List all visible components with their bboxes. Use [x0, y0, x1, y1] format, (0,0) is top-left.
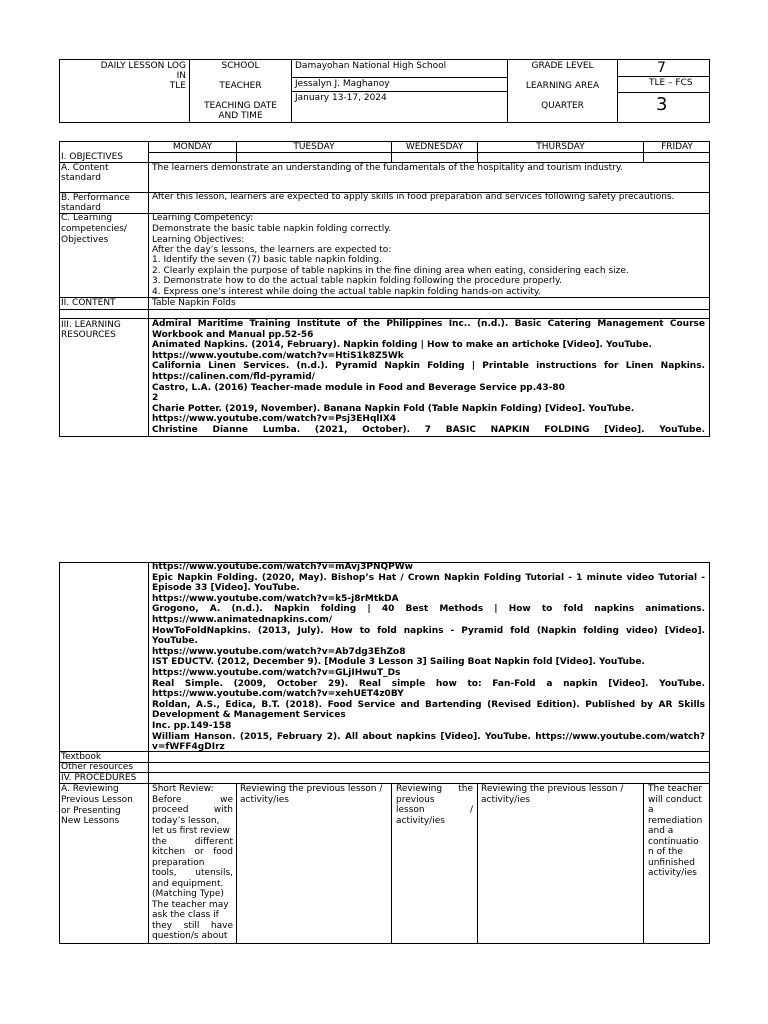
- log-title-line: TLE: [169, 81, 186, 91]
- learning-area-value: TLE – FCS: [649, 78, 693, 88]
- friday-line: continuatio: [648, 836, 699, 847]
- grade-level-value: 7: [657, 60, 666, 76]
- reference-line: https://www.youtube.com/watch?v=k5-j8rMtkDA: [152, 593, 399, 604]
- references-page-2: [152, 562, 705, 751]
- reference-line: Grogono, A. (n.d.). Napkin folding | 40 Best Methods | How to fold napkins animations.: [152, 604, 705, 615]
- day-header-thursday: THURSDAY: [536, 142, 585, 152]
- objectives-section-label: I. OBJECTIVES: [61, 152, 123, 162]
- monday-line: and equipment.: [152, 878, 224, 889]
- reference-line: California Linen Services. (n.d.). Pyramid Napkin Folding | Printable instructions for Linen Napkins.: [152, 361, 705, 372]
- monday-line: preparation: [152, 857, 205, 868]
- content-standard-text: The learners demonstrate an understanding of the fundamentals of the hospitality and tourism industry.: [152, 163, 623, 173]
- friday-line: n of the: [648, 847, 683, 857]
- content-label: II. CONTENT: [61, 298, 116, 308]
- monday-line: let us first review: [152, 826, 230, 836]
- wednesday-review-cell: [396, 784, 473, 826]
- reviewing-label: New Lessons: [61, 816, 120, 826]
- quarter-label: QUARTER: [541, 101, 584, 111]
- learning-area-label: LEARNING AREA: [525, 81, 600, 91]
- friday-line: unfinished: [648, 857, 695, 868]
- competencies-line: Demonstrate the basic table napkin folding correctly.: [152, 224, 392, 234]
- reference-line: https://www.youtube.com/watch?v=HtiS1k8Z5Wk: [152, 350, 404, 361]
- monday-line: proceed with: [152, 805, 233, 815]
- performance-standard-label: standard: [61, 203, 101, 213]
- reference-line: https://www.youtube.com/watch?v=mAvj3PNQPWw: [152, 562, 413, 572]
- reviewing-label: or Presenting: [61, 806, 121, 816]
- school-value: Damayohan National High School: [295, 61, 447, 71]
- monday-line: they still have: [152, 920, 233, 931]
- competencies-line: Learning Competency:: [152, 213, 254, 223]
- reviewing-label: Previous Lesson: [61, 795, 133, 805]
- reference-line: IST EDUCTV. (2012, December 9). [Module 3 Lesson 3] Sailing Boat Napkin fold [Video]. YouTube.: [152, 657, 645, 668]
- quarter-value: 3: [656, 94, 668, 115]
- reference-line: https://www.youtube.com/watch?v=xehUET4z0BY: [152, 689, 404, 700]
- content-standard-label: standard: [61, 173, 101, 183]
- log-title-line: IN: [176, 71, 186, 81]
- day-header-friday: FRIDAY: [661, 142, 693, 152]
- thursday-line: activity/ies: [481, 794, 530, 805]
- reviewing-label: A. Reviewing: [61, 784, 119, 794]
- teaching-date-label: AND TIME: [218, 111, 263, 121]
- competencies-line: Learning Objectives:: [152, 235, 245, 245]
- content-standard-label: A. Content: [61, 163, 109, 173]
- references-page-1: [152, 319, 705, 436]
- reference-line: v=fWFF4gDIrz: [152, 742, 225, 751]
- day-header-monday: MONDAY: [172, 142, 213, 152]
- thursday-review-cell: [481, 784, 640, 805]
- reference-line: 2: [152, 393, 159, 404]
- competencies-line: After the day’s lessons, the learners are expected to:: [152, 245, 392, 255]
- reference-line: Roldan, A.S., Edica, B.T. (2018). Food Service and Bartending (Revised Edition). Published by AR Skills: [152, 699, 705, 710]
- competencies-label: Objectives: [61, 235, 109, 245]
- monday-line: today’s lesson,: [152, 815, 220, 826]
- reference-line: Episode 33 [Video]. YouTube.: [152, 583, 300, 594]
- monday-line: tools, utensils,: [152, 868, 233, 878]
- monday-line: kitchen or food: [152, 847, 233, 857]
- reference-line: Admiral Maritime Training Institute of the Philippines Inc.. (n.d.). Basic Catering Management Course: [152, 319, 705, 329]
- reference-line: https://calinen.com/fld-pyramid/: [152, 371, 315, 382]
- teaching-date-label: TEACHING DATE: [204, 101, 277, 111]
- content-text: Table Napkin Folds: [152, 298, 236, 308]
- reference-line: https://www.youtube.com/watch?v=GLjIHwuT_Ds: [152, 667, 401, 678]
- monday-review-cell: [152, 784, 233, 942]
- reference-line: YouTube.: [152, 636, 198, 647]
- reference-line: HowToFoldNapkins. (2013, July). How to fold napkins - Pyramid fold (Napkin folding video) [Video].: [152, 625, 705, 636]
- monday-line: Short Review:: [152, 784, 214, 794]
- reference-line: Workbook and Manual pp.52-56: [152, 329, 314, 340]
- reference-line: Animated Napkins. (2014, February). Napkin folding | How to make an artichoke [Video]. YouTube.: [152, 340, 652, 351]
- log-title-line: DAILY LESSON LOG: [100, 61, 186, 71]
- competencies-label: competencies/: [61, 224, 127, 234]
- reference-line: https://www.youtube.com/watch?v=Psj3EHqlIX4: [152, 414, 397, 425]
- tuesday-line: activity/ies: [240, 794, 289, 805]
- reference-line: https://www.youtube.com/watch?v=Ab7dg3EhZo8: [152, 646, 406, 657]
- monday-line: The teacher may: [152, 899, 229, 910]
- reference-line: Castro, L.A. (2016) Teacher-made module in Food and Beverage Service pp.43-80: [152, 382, 565, 393]
- reference-line: Epic Napkin Folding. (2020, May). Bishop’s Hat / Crown Napkin Folding Tutorial - 1 minute video Tutorial -: [152, 572, 705, 583]
- competencies-line: 2. Clearly explain the purpose of table napkins in the fine dining area when eating, considering each size.: [152, 266, 629, 276]
- reference-line: William Hanson. (2015, February 2). All about napkins [Video]. YouTube. https://www.youtube.com/watch?: [152, 731, 705, 742]
- day-header-wednesday: WEDNESDAY: [405, 142, 464, 152]
- competencies-label: C. Learning: [61, 213, 113, 223]
- tuesday-review-cell: [240, 784, 389, 805]
- monday-line: Before we: [152, 794, 233, 805]
- other-resources-label: Other resources: [61, 762, 134, 772]
- friday-line: remediation: [648, 815, 703, 826]
- performance-standard-label: B. Performance: [61, 193, 130, 203]
- friday-line: and a: [648, 826, 674, 836]
- reference-line: https://www.animatednapkins.com/: [152, 614, 332, 625]
- monday-line: question/s about: [152, 931, 228, 941]
- day-header-tuesday: TUESDAY: [293, 142, 335, 152]
- friday-review-cell: [648, 784, 708, 879]
- performance-standard-text: After this lesson, learners are expected to apply skills in food preparation and services following safety precautions.: [152, 192, 675, 202]
- friday-line: The teacher: [648, 784, 703, 794]
- monday-line: ask the class if: [152, 910, 219, 920]
- learning-resources-label: RESOURCES: [61, 330, 116, 340]
- grade-level-label: GRADE LEVEL: [531, 61, 594, 71]
- teacher-label: TEACHER: [219, 81, 262, 91]
- teaching-date-value: January 13-17, 2024: [295, 93, 387, 103]
- friday-line: a: [648, 805, 654, 815]
- textbook-label: Textbook: [61, 752, 102, 762]
- thursday-line: Reviewing the previous lesson /: [481, 784, 624, 794]
- wednesday-line: previous: [396, 794, 435, 805]
- competencies-line: 1. Identify the seven (7) basic table napkin folding.: [152, 255, 382, 265]
- reference-line: Real Simple. (2009, October 29). Real simple how to: Fan-Fold a napkin [Video]. YouTube.: [152, 678, 705, 689]
- procedures-section-label: IV. PROCEDURES: [61, 773, 137, 783]
- wednesday-line: activity/ies: [396, 815, 445, 826]
- reference-line: Inc. pp.149-158: [152, 720, 232, 731]
- wednesday-line: Reviewing the: [396, 784, 473, 794]
- monday-line: (Matching Type): [152, 889, 224, 899]
- competencies-line: 4. Express one’s interest while doing the actual table napkin folding hands-on activity.: [152, 287, 541, 297]
- friday-line: will conduct: [648, 794, 702, 805]
- school-label: SCHOOL: [221, 61, 260, 71]
- reference-line: Development & Management Services: [152, 710, 346, 721]
- teacher-value: Jessalyn J. Maghanoy: [295, 79, 390, 89]
- monday-line: the different: [152, 836, 233, 847]
- friday-line: activity/ies: [648, 868, 697, 878]
- reference-line: Christine Dianne Lumba. (2021, October). 7 BASIC NAPKIN FOLDING [Video]. YouTube.: [152, 424, 705, 435]
- tuesday-line: Reviewing the previous lesson /: [240, 784, 383, 794]
- wednesday-line: lesson /: [396, 805, 473, 815]
- learning-resources-label: III. LEARNING: [61, 320, 121, 330]
- reference-line: Charie Potter. (2019, November). Banana Napkin Fold (Table Napkin Folding) [Video]. YouTube.: [152, 403, 635, 414]
- competencies-line: 3. Demonstrate how to do the actual table napkin folding following the procedure properly.: [152, 276, 562, 286]
